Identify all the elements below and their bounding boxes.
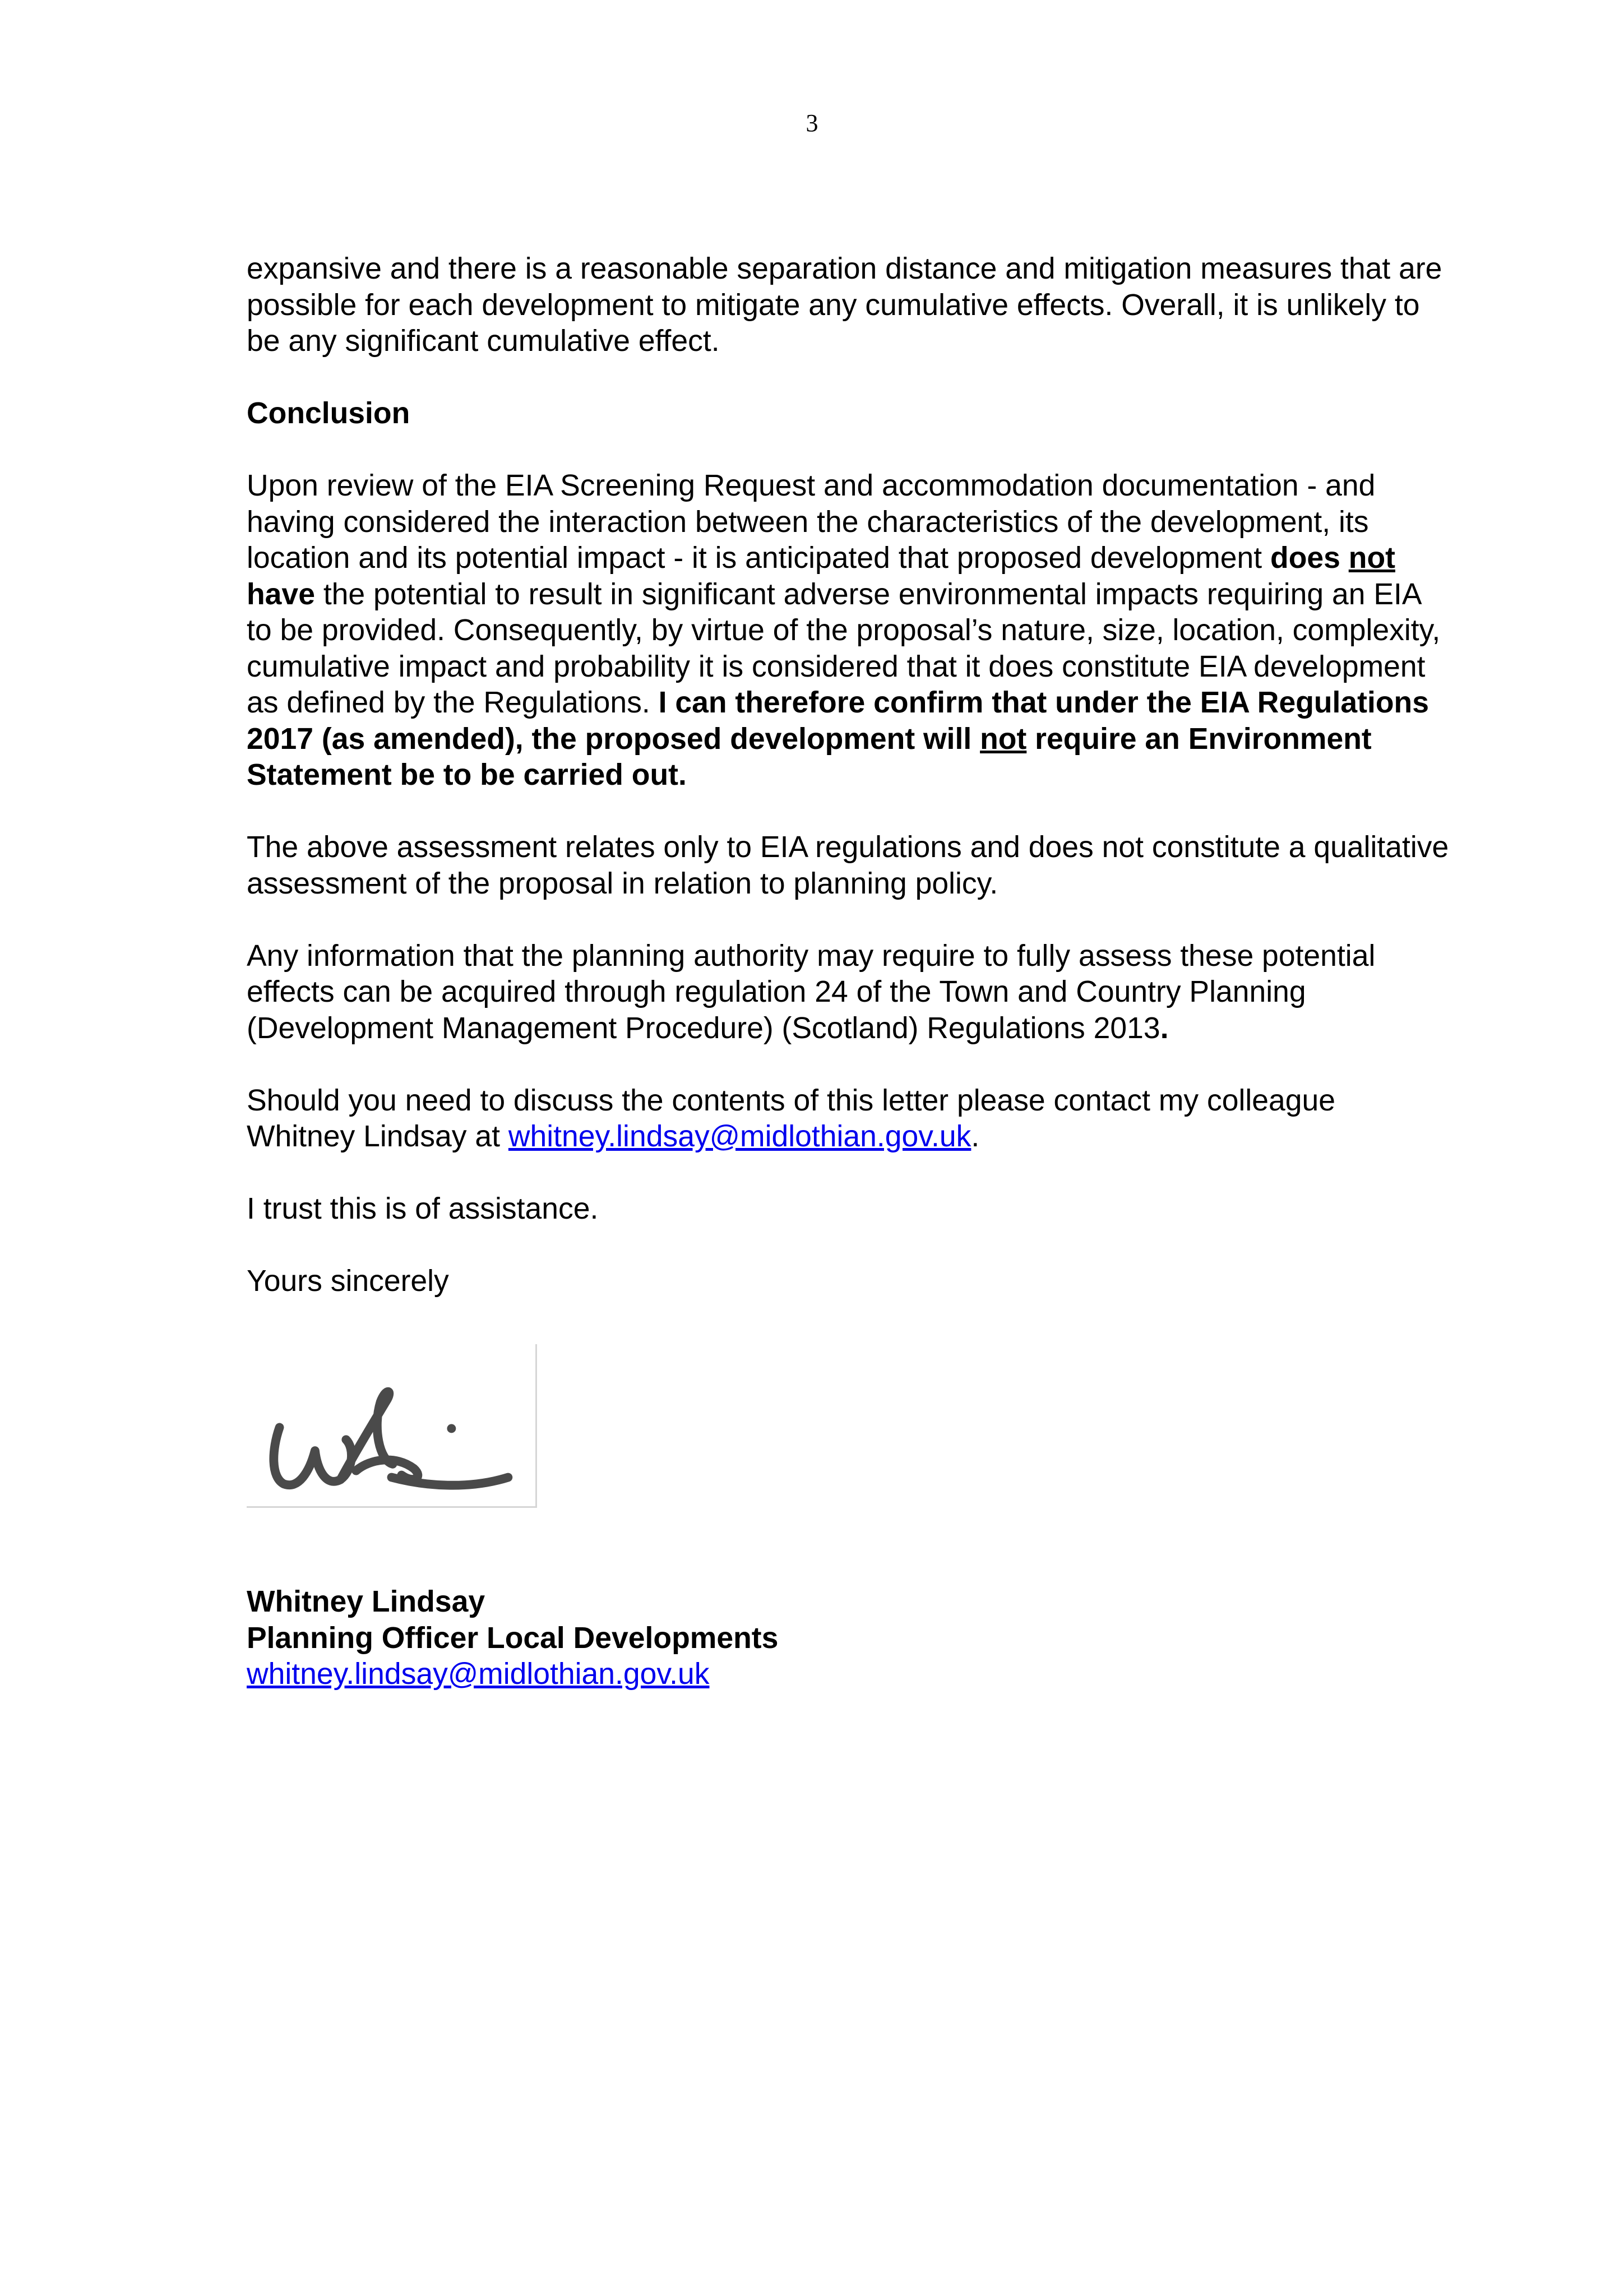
conclusion-text-part1: Upon review of the EIA Screening Request and accommodation documentation - and having considered the interaction between the characteristics of the development, its location and its potential impact - it is anticipated that proposed development	[247, 469, 1376, 575]
paragraph-cumulative-effects: expansive and there is a reasonable separation distance and mitigation measures that are possible for each development to mitigate any cumulative effects. Overall, it is unlikely to be any significant cumulative effect.	[247, 252, 1442, 358]
signoff-title: Planning Officer Local Developments	[247, 1621, 779, 1655]
closing-salutation: Yours sincerely	[247, 1265, 449, 1298]
paragraph-information	[247, 938, 1452, 1047]
signoff-email-link[interactable]: whitney.lindsay@midlothian.gov.uk	[247, 1658, 710, 1691]
conclusion-confirm-a: I can therefore confirm that under the EIA Regulations 2017 (as amended), the proposed development will	[247, 686, 1429, 756]
contact-suffix: .	[971, 1120, 980, 1153]
conclusion-bold-not: not	[1348, 541, 1395, 575]
contact-email-link[interactable]: whitney.lindsay@midlothian.gov.uk	[508, 1120, 971, 1153]
signoff-block	[247, 1584, 778, 1693]
conclusion-text-part2: the potential to result in significant adverse environmental impacts requiring an EIA to be provided. Consequently, by virtue of the proposal’s nature, size, location, complexity, cumulative impact and probability it is considered that it does constitute EIA development as defined by the Regulations.	[247, 577, 1441, 719]
signoff-name: Whitney Lindsay	[247, 1585, 485, 1618]
information-text: Any information that the planning authority may require to fully assess these potential effects can be acquired through regulation 24 of the Town and Country Planning (Development Management Procedure) (Scotland) Regulations 2013	[247, 939, 1376, 1045]
conclusion-heading: Conclusion	[247, 397, 410, 430]
paragraph-assessment-scope: The above assessment relates only to EIA regulations and does not constitute a qualitative assessment of the proposal in relation to planning policy.	[247, 831, 1449, 900]
conclusion-confirm-not: not	[980, 722, 1027, 756]
page-number: 3	[806, 109, 818, 137]
signature-image	[247, 1344, 537, 1508]
handwritten-signature-icon	[247, 1344, 535, 1506]
information-end: .	[1160, 1011, 1169, 1045]
contact-prefix: Should you need to discuss the contents of this letter please contact my colleague Whitney Lindsay at	[247, 1084, 1336, 1153]
letter-body	[247, 251, 1452, 1300]
paragraph-conclusion	[247, 468, 1452, 794]
conclusion-bold-does: does	[1270, 541, 1340, 575]
paragraph-trust: I trust this is of assistance.	[247, 1192, 599, 1225]
paragraph-contact	[247, 1083, 1452, 1155]
conclusion-bold-have: have	[247, 577, 315, 611]
conclusion-confirm-b: require an Environment Statement be to be carried out.	[247, 722, 1372, 791]
